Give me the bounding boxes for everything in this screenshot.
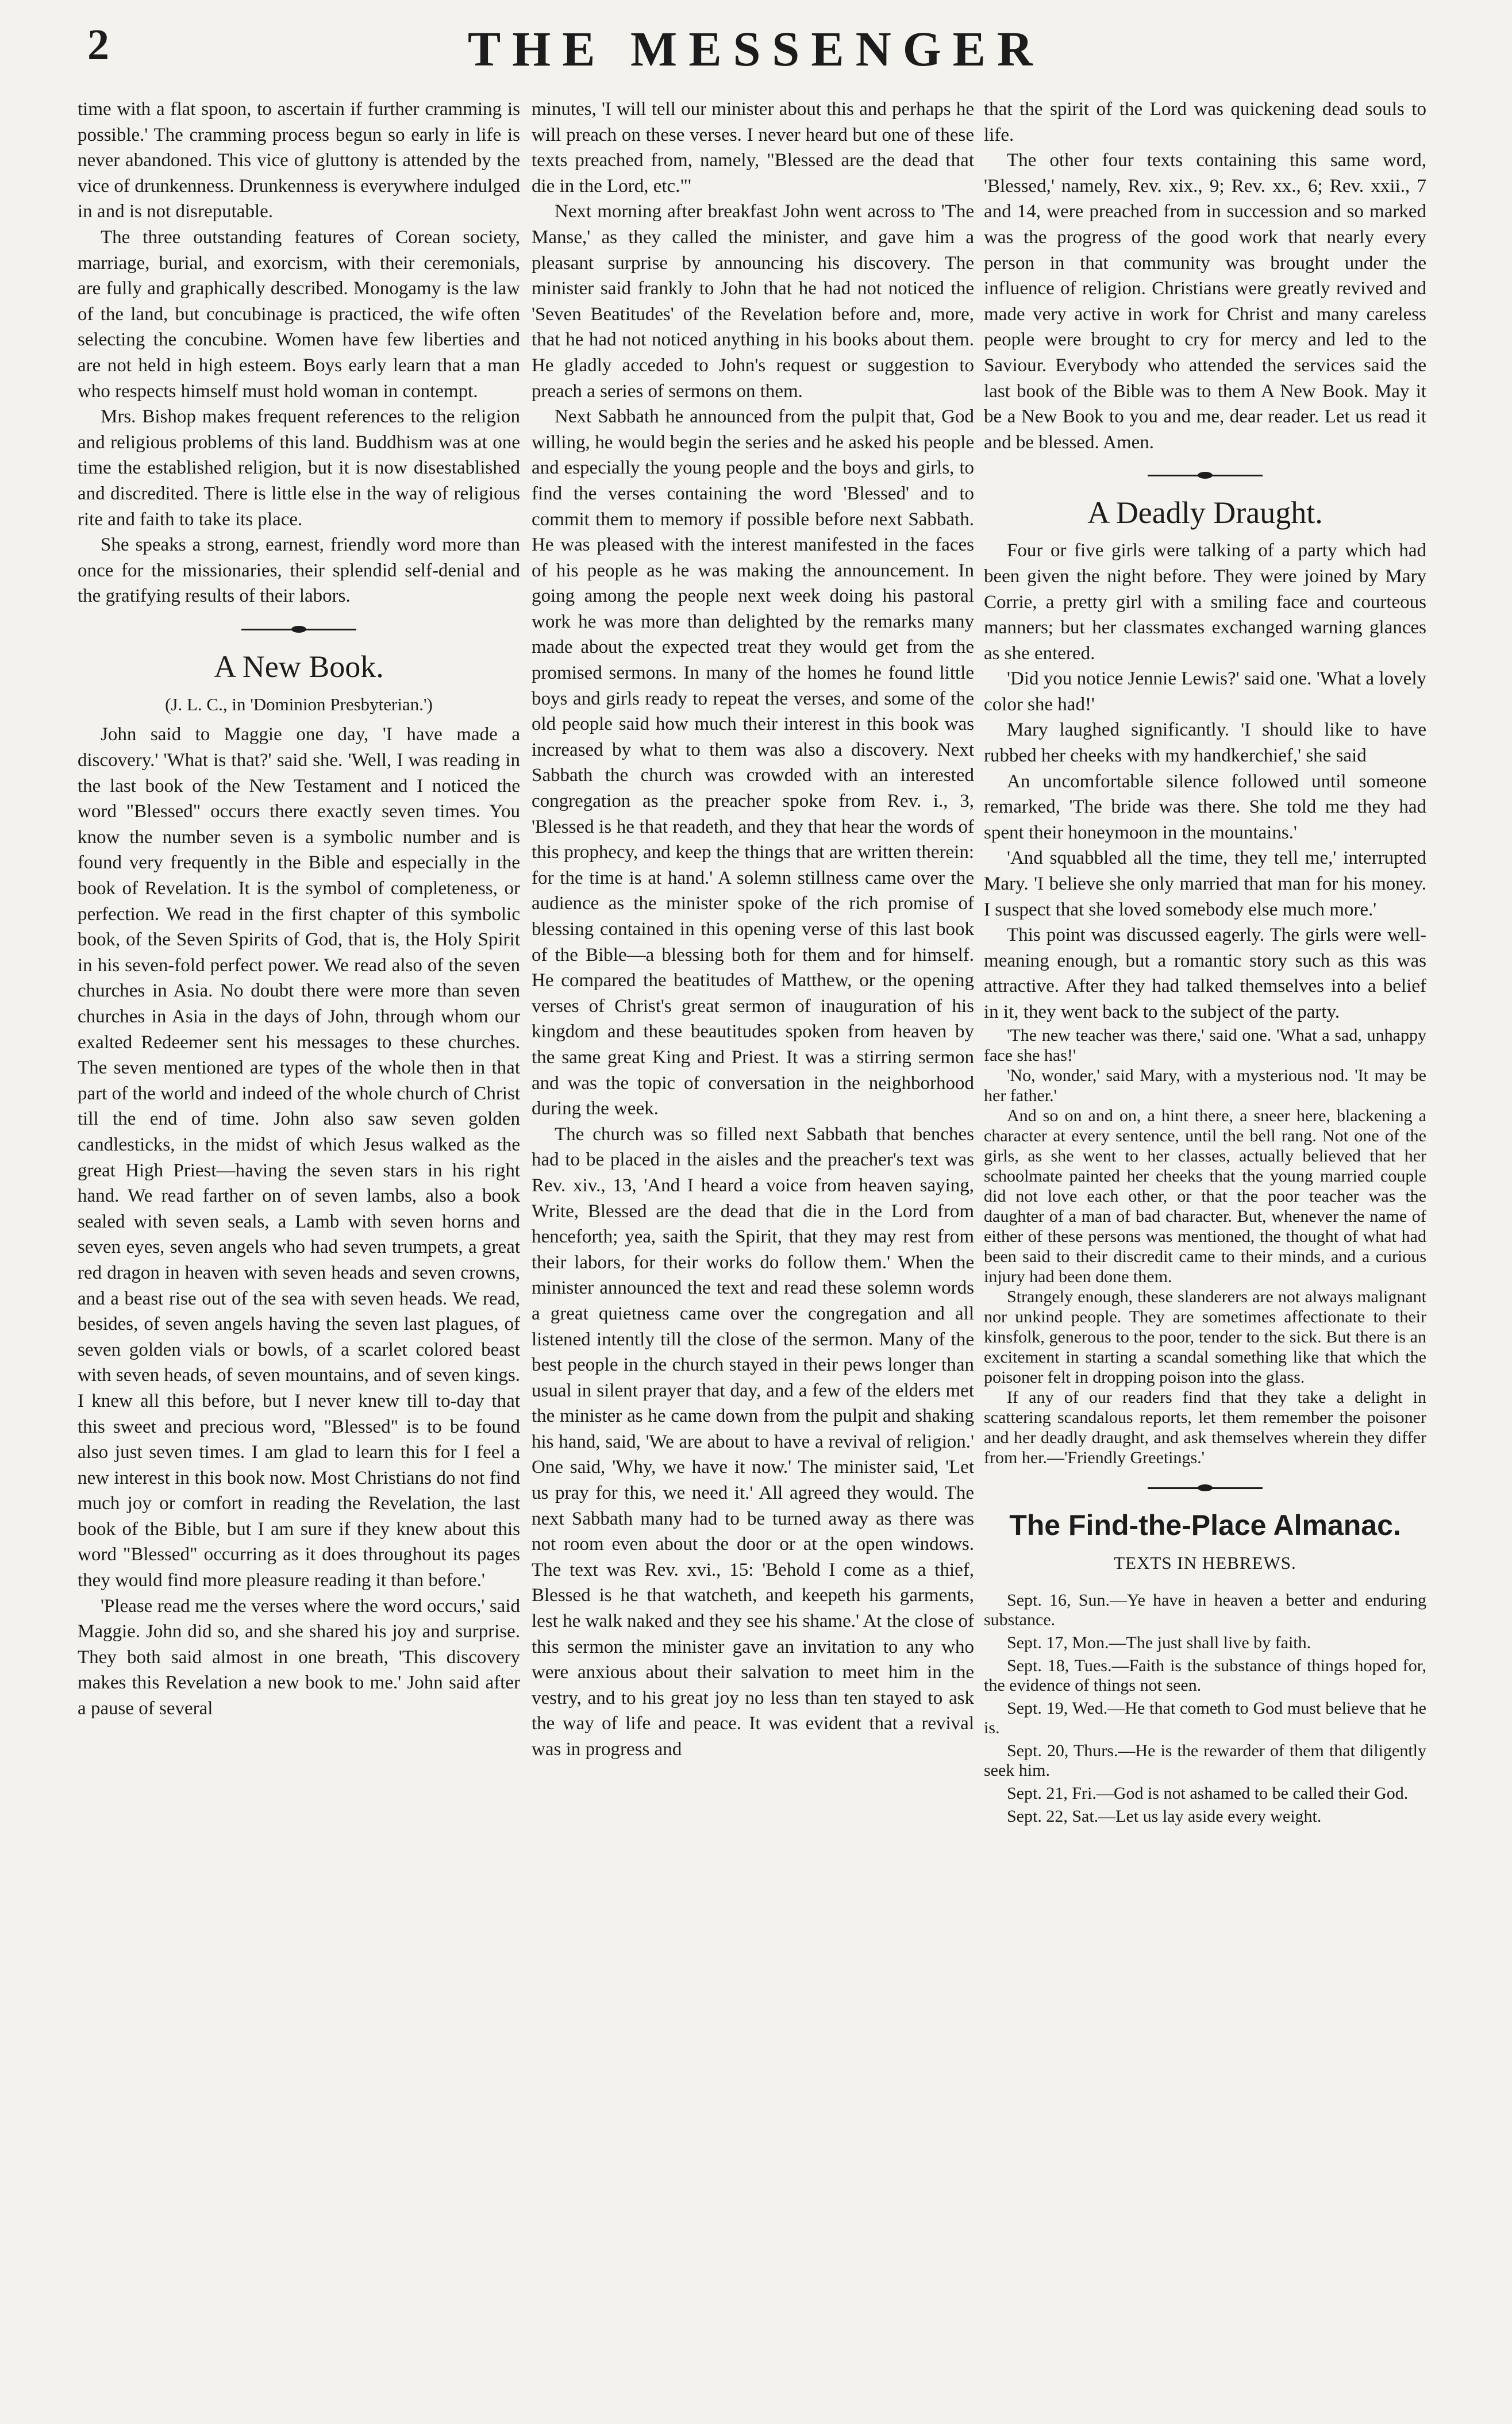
newspaper-title: THE MESSENGER [467,21,1045,76]
paragraph: John said to Maggie one day, 'I have made a discovery.' 'What is that?' said she. 'Well, I was reading in the last book of the New Testament and I noticed the word "Blessed" occurs there exactly seven times. You know the number seven is a symbolic number and is found very frequently in the Bible and especially in the book of Revelation. It is the symbol of completeness, or perfection. We read in the first chapter of this symbolic book, of the Seven Spirits of God, that is, the Holy Spirit in his seven-fold perfect power. We read also of the seven churches in Asia. No doubt there were more than seven churches in Asia in the days of John, through whom our exalted Redeemer sent his messages to these churches. The seven mentioned are types of the whole then in that part of the world and indeed of the whole church of Christ till the end of time. John also saw seven golden candlesticks, in the midst of which Jesus walked as the great High Priest—having the seven stars in his right hand. We read farther on of seven lambs, also a book sealed with seven seals, a Lamb with seven horns and seven eyes, seven angels who had seven trumpets, a great red dragon in heaven with seven heads and seven crowns, and a beast rise out of the sea with seven heads. We read, besides, of seven angels having the seven last plagues, of seven golden vials or bowls, of a scarlet colored beast with seven heads, of seven mountains, and of seven kings. I knew all this before, but I never knew till to-day that this sweet and precious word, "Blessed" is to be found also just seven times. I am glad to learn this for I feel a new interest in this book now. Most Christians do not find much joy or comfort in reading the Revelation, the last book of the Bible, but I am sure if they knew about this word "Blessed" occurring as it does throughout its pages they would find more pleasure reading it than before.' [78,724,520,1591]
section-divider [984,1468,1426,1508]
paragraph: Mary laughed significantly. 'I should like to have rubbed her cheeks with my handkerchief,' she said [984,719,1426,767]
almanac-title: The Find-the-Place Almanac. [1009,1509,1401,1541]
paragraph: 'Did you notice Jennie Lewis?' said one. 'What a lovely color she had!' [984,668,1426,715]
paragraph: An uncomfortable silence followed until someone remarked, 'The bride was there. She told me they had spent their honeymoon in the mountains.' [984,771,1426,843]
almanac-subtitle: TEXTS IN HEBREWS. [1114,1552,1296,1573]
paragraph: Mrs. Bishop makes frequent references to the religion and religious problems of this land. Buddhism was at one time the established religion, but it is now disestablished and discredited. There is little else in the way of religious rite and faith to take its place. [78,406,520,530]
paragraph: 'And squabbled all the time, they tell me,' interrupted Mary. 'I believe she only married that man for his money. I suspect that she loved somebody else much more.' [984,848,1426,920]
paragraph: Four or five girls were talking of a party which had been given the night before. They were joined by Mary Corrie, a pretty girl with a smiling face and courteous manners; but her classmates exchanged warning glances as she entered. [984,540,1426,664]
paragraph: 'Please read me the verses where the word occurs,' said Maggie. John did so, and she shared his joy and surprise. They both said almost in one breath, 'This discovery makes this Revelation a new book to me.' John said after a pause of several [78,1595,520,1719]
almanac-entry: Sept. 19, Wed.—He that cometh to God must believe that he is. [984,1699,1426,1738]
almanac-entry: Sept. 20, Thurs.—He is the rewarder of them that diligently seek him. [984,1741,1426,1780]
column-right [984,97,1426,2372]
paragraph: Next Sabbath he announced from the pulpit that, God willing, he would begin the series and he asked his people and especially the young people and the boys and girls, to find the verses containing the word 'Blessed' and to commit them to memory if possible before next Sabbath. He was pleased with the interest manifested in the faces of his people as he was making the announcement. In going among the people next week doing his pastoral work he was more than delighted by the remarks many made about the expected treat they would get from the promised sermons. In many of the homes he found little boys and girls ready to repeat the verses, and some of the old people said how much their interest in this book was increased by what to them was also a discovery. Next Sabbath the church was crowded with an interested congregation as the preacher spoke from Rev. i., 3, 'Blessed is he that readeth, and they that hear the words of this prophecy, and keep the things that are written therein: for the time is at hand.' A solemn stillness came over the audience as the minister spoke of the rich promise of blessing contained in this opening verse of this last book of the Bible—a blessing both for them and for himself. He compared the beatitudes of Matthew, or the opening verses of Christ's great sermon of inauguration of his kingdom and these beautitudes spoken from heaven by the same great King and Priest. It was a stirring sermon and was the topic of conversation in the neighborhood during the week. [532,406,974,1119]
almanac-entry: Sept. 16, Sun.—Ye have in heaven a better and enduring substance. [984,1591,1426,1630]
paragraph: And so on and on, a hint there, a sneer here, blackening a character at every sentence, until the bell rang. Not one of the girls, as she went to her classes, actually believed that her schoolmate painted her cheeks that the young married couple did not love each other, or that the poor teacher was the daughter of a man of bad character. But, whenever the name of either of these persons was mentioned, the thought of what had been said to their discredit came to their minds, and a curious injury had been done them. [984,1106,1426,1286]
almanac-entry: Sept. 21, Fri.—God is not ashamed to be called their God. [1007,1784,1409,1803]
section-divider [984,455,1426,495]
paragraph: If any of our readers find that they take a delight in scattering scandalous reports, let them remember the poisoner and her deadly draught, and ask themselves wherein they differ from her.—'Friendly Greetings.' [984,1387,1426,1467]
paragraph: 'No, wonder,' said Mary, with a mysterious nod. 'It may be her father.' [984,1065,1426,1105]
almanac-entry: Sept. 18, Tues.—Faith is the substance of things hoped for, the evidence of things not seen. [984,1656,1426,1695]
small-print-block [984,1025,1426,1468]
paragraph: The church was so filled next Sabbath that benches had to be placed in the aisles and the preacher's text was Rev. xiv., 13, 'And I heard a voice from heaven saying, Write, Blessed are the dead that die in the Lord from henceforth; yea, saith the Spirit, that they may rest from their labors, for their works do follow them.' When the minister announced the text and read these solemn words a great quietness came over the congregation and all listened intently till the close of the sermon. Many of the best people in the church stayed in their pews longer than usual in silent prayer that day, and a few of the elders met the minister as he came down from the pulpit and shaking his hand, said, 'We are about to have a revival of religion.' One said, 'Why, we have it now.' The minister said, 'Let us pray for this, we need it.' All agreed they would. The next Sabbath many had to be turned away as there was not room even about the door or at the open windows. The text was Rev. xvi., 15: 'Behold I come as a thief, Blessed is he that watcheth, and keepeth his garments, lest he walk naked and they see his shame.' At the close of this sermon the minister gave an invitation to any who were anxious about their salvation to meet him in the vestry, and to his great joy no less than ten stayed to ask the way of life and peace. It was evident that a revival was in progress and [532,1123,974,1760]
column-left [78,97,520,2372]
almanac-list [984,1591,1426,1826]
paragraph: This point was discussed eagerly. The girls were well-meaning enough, but a romantic story such as this was attractive. After they had talked themselves into a belief in it, they went back to the subject of the party. [984,925,1426,1022]
paragraph: that the spirit of the Lord was quickening dead souls to life. [984,99,1426,145]
column-middle [532,97,974,2372]
paragraph: time with a flat spoon, to ascertain if further cramming is possible.' The cramming process begun so early in life is never abandoned. This vice of gluttony is attended by the vice of drunkenness. Drunkenness is everywhere indulged in and is not disreputable. [78,99,520,222]
paragraph: Strangely enough, these slanderers are not always malignant nor unkind people. They are sometimes affectionate to their kinsfolk, generous to the poor, tender to the sick. But there is an excitement in starting a scandal something like that which the poisoner felt in dropping poison into the glass. [984,1287,1426,1387]
article-credit: (J. L. C., in 'Dominion Presbyterian.') [165,694,433,714]
page-number: 2 [87,21,109,69]
masthead [0,0,1512,101]
paragraph: The other four texts containing this same word, 'Blessed,' namely, Rev. xix., 9; Rev. xx., 6; Rev. xxii., 7 and 14, were preached from in succession and so marked was the progress of the good work that nearly every person in that community was brought under the influence of religion. Christians were greatly revived and made very active in work for Christ and many careless people were brought to cry for mercy and led to the Saviour. Everybody who attended the services said the last book of the Bible was to them A New Book. May it be a New Book to you and me, dear reader. Let us read it and be blessed. Amen. [984,150,1426,453]
paragraph: She speaks a strong, earnest, friendly word more than once for the missionaries, their splendid self-denial and the gratifying results of their labors. [78,534,520,607]
paragraph: 'The new teacher was there,' said one. 'What a sad, unhappy face she has!' [984,1025,1426,1065]
article-title-new-book: A New Book. [214,649,384,684]
almanac-entry: Sept. 22, Sat.—Let us lay aside every weight. [1007,1807,1322,1826]
paragraph: minutes, 'I will tell our minister about this and perhaps he will preach on these verses. I never heard but one of these texts preached from, namely, "Blessed are the dead that die in the Lord, etc."' [532,99,974,197]
article-title-deadly-draught: A Deadly Draught. [1087,495,1323,530]
paragraph: Next morning after breakfast John went across to 'The Manse,' as they called the minister, and gave him a pleasant surprise by announcing his discovery. The minister said frankly to John that he had not noticed the 'Seven Beatitudes' of the Revelation before and, more, that he had not noticed anything in his books about them. He gladly acceded to John's request or suggestion to preach a series of sermons on them. [532,201,974,402]
paragraph: The three outstanding features of Corean society, marriage, burial, and exorcism, with their ceremonials, are fully and graphically described. Monogamy is the law of the land, but concubinage is practiced, the wife often selecting the concubine. Women have few liberties and are not held in high esteem. Boys early learn that a man who respects himself must hold woman in contempt. [78,226,520,402]
section-divider [78,609,520,649]
almanac-entry: Sept. 17, Mon.—The just shall live by faith. [1007,1633,1311,1653]
